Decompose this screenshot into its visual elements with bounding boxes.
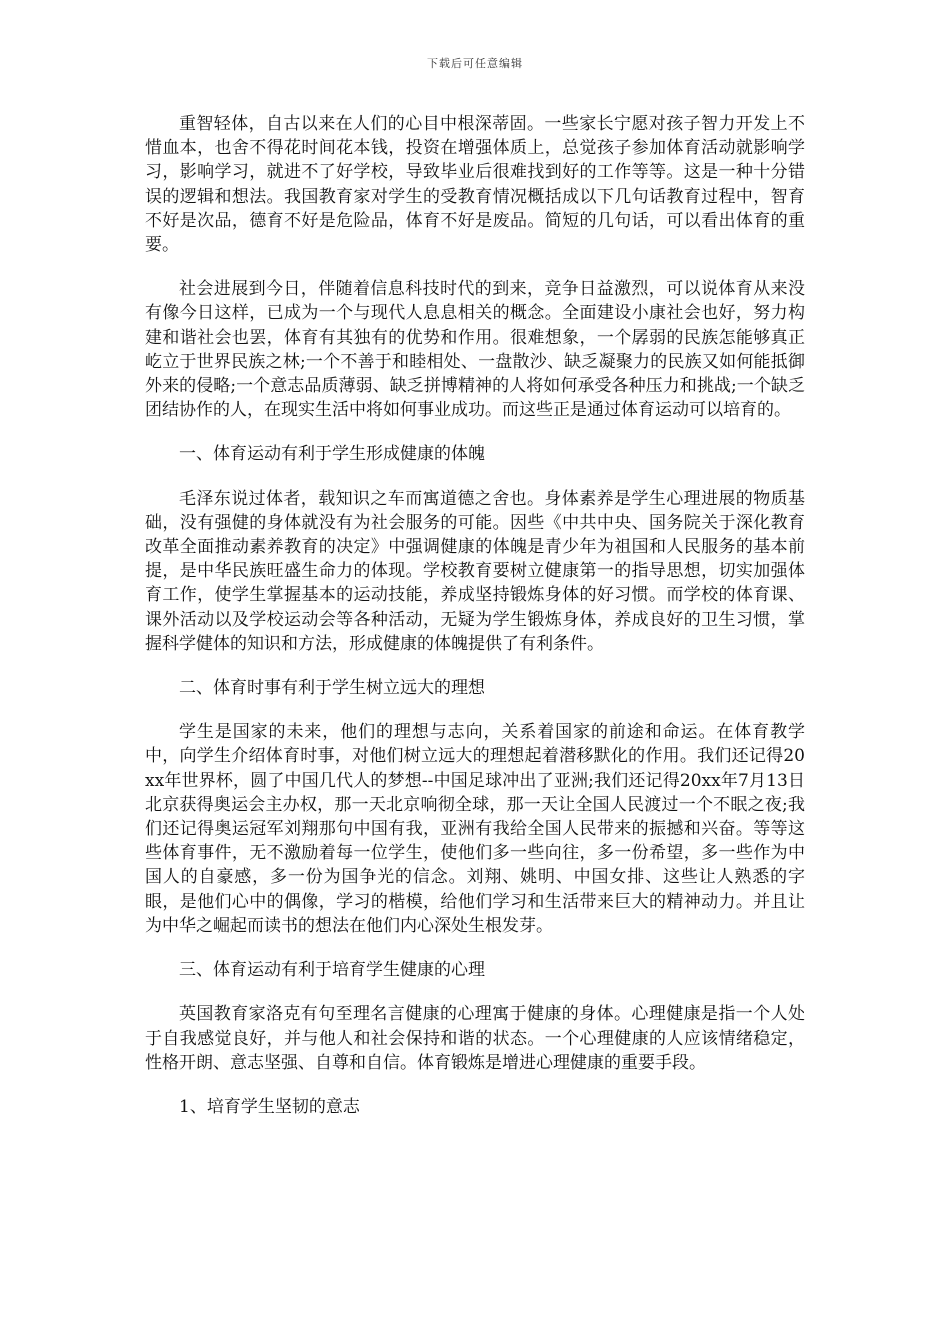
paragraph-physique: 毛泽东说过体者，载知识之车而寓道德之舍也。身体素养是学生心理进展的物质基础，没有强健的身体就没有为社会服务的可能。因些《中共中央、国务院关于深化教育改革全面推动素养教育的决定》中强调健康的体魄是青少年为祖国和人民服务的基本前提，是中华民族旺盛生命力的体现。学校教育要树立健康第一的指导思想，切实加强体育工作，使学生掌握基本的运动技能，养成坚持锻炼身体的好习惯。而学校的体育课、课外活动以及学校运动会等各种活动，无疑为学生锻炼身体，养成良好的卫生习惯，掌握科学健体的知识和方法，形成健康的体魄提供了有利条件。	[145, 488, 805, 654]
subsection-heading-1: 1、培育学生坚韧的意志	[179, 1096, 360, 1117]
section-heading-1: 一、体育运动有利于学生形成健康的体魄	[179, 444, 485, 465]
paragraph-ideals: 学生是国家的未来，他们的理想与志向，关系着国家的前途和命运。在体育教学中，向学生介绍体育时事，对他们树立远大的理想起着潜移默化的作用。我们还记得20xx年世界杯，圆了中国几代人的梦想--中国足球冲出了亚洲;我们还记得20xx年7月13日北京获得奥运会主办权，那一天北京响彻全球，那一天让全国人民渡过一个不眠之夜;我们还记得奥运冠军刘翔那句中国有我，亚洲有我给全国人民带来的振撼和兴奋。等等这些体育事件，无不激励着每一位学生，使他们多一些向往，多一份希望，多一些作为中国人的自豪感，多一份为国争光的信念。刘翔、姚明、中国女排、这些让人熟悉的字眼，是他们心中的偶像，学习的楷模，给他们学习和生活带来巨大的精神动力。并且让为中华之崛起而读书的想法在他们内心深处生根发芽。	[145, 722, 805, 936]
document-body	[145, 112, 805, 1139]
section-heading-3: 三、体育运动有利于培育学生健康的心理	[179, 960, 485, 981]
page-header: 下载后可任意编辑	[427, 57, 523, 70]
paragraph-psychology: 英国教育家洛克有句至理名言健康的心理寓于健康的身体。心理健康是指一个人处于自我感觉良好，并与他人和社会保持和谐的状态。一个心理健康的人应该情绪稳定，性格开朗、意志坚强、自尊和自信。体育锻炼是增进心理健康的重要手段。	[145, 1004, 805, 1073]
section-heading-2: 二、体育时事有利于学生树立远大的理想	[179, 678, 485, 699]
paragraph-society: 社会进展到今日，伴随着信息科技时代的到来，竞争日益激烈，可以说体育从来没有像今日这样，已成为一个与现代人息息相关的概念。全面建设小康社会也好，努力构建和谐社会也罢，体育有其独有的优势和作用。很难想象，一个孱弱的民族怎能够真正屹立于世界民族之林;一个不善于和睦相处、一盘散沙、缺乏凝聚力的民族又如何能抵御外来的侵略;一个意志品质薄弱、缺乏拼博精神的人将如何承受各种压力和挑战;一个缺乏团结协作的人，在现实生活中将如何事业成功。而这些正是通过体育运动可以培育的。	[145, 279, 805, 421]
paragraph-intro: 重智轻体，自古以来在人们的心目中根深蒂固。一些家长宁愿对孩子智力开发上不惜血本，也舍不得花时间花本钱，投资在增强体质上，总觉孩子参加体育活动就影响学习，影响学习，就进不了好学校，导致毕业后很难找到好的工作等等。这是一种十分错误的逻辑和想法。我国教育家对学生的受教育情况概括成以下几句话教育过程中，智育不好是次品，德育不好是危险品，体育不好是废品。简短的几句话，可以看出体育的重要。	[145, 114, 805, 256]
